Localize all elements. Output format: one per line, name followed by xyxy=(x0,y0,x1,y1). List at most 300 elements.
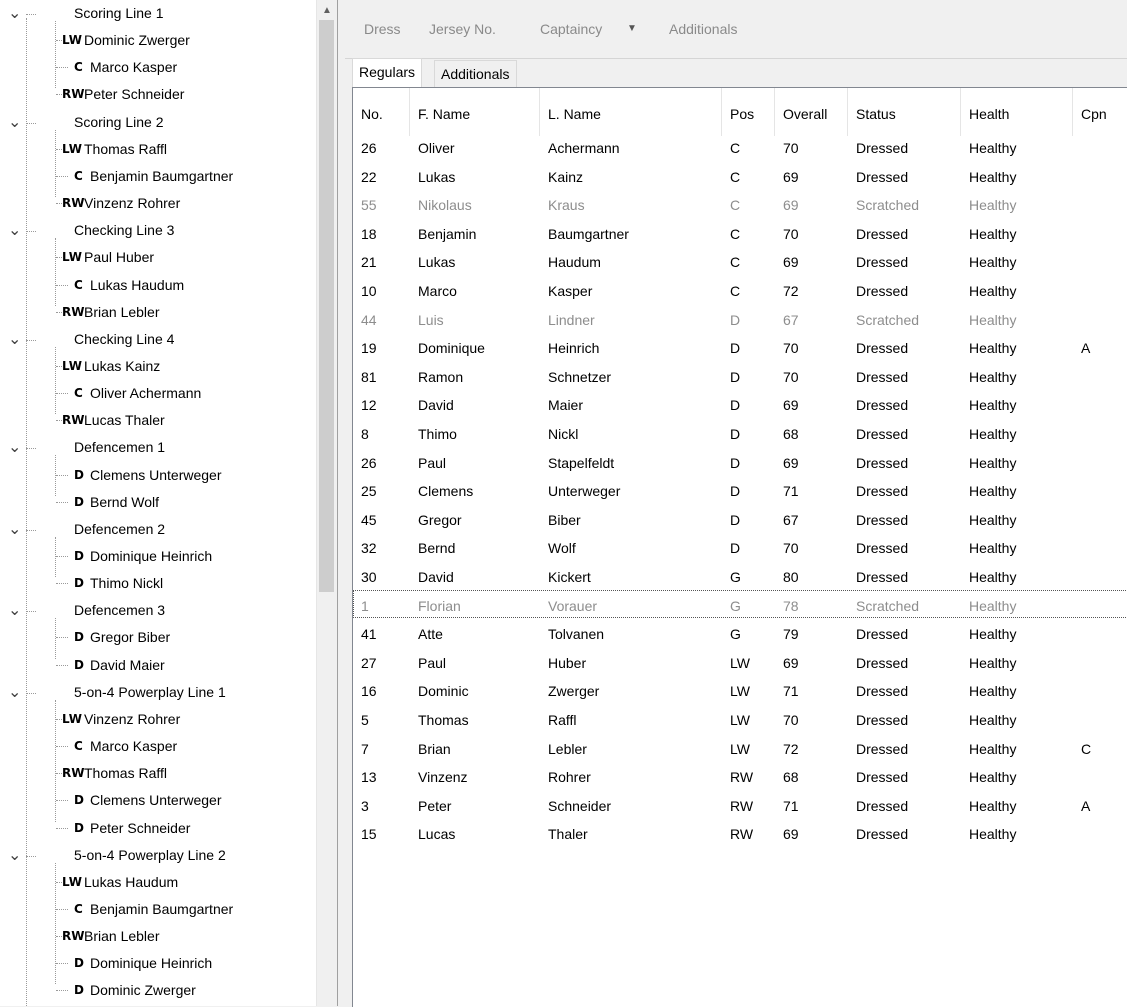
tree-connector xyxy=(26,530,36,531)
tree-group-label: Defencemen 2 xyxy=(74,520,166,537)
table-cell: 68 xyxy=(783,426,799,442)
tree-group-label: Scoring Line 1 xyxy=(74,5,164,21)
table-cell: D xyxy=(730,511,741,528)
grid-header xyxy=(353,88,1127,136)
table-cell: Dressed xyxy=(856,511,909,528)
tree-group-label: Defencemen 1 xyxy=(74,439,166,456)
table-cell: C xyxy=(730,283,741,299)
table-row[interactable] xyxy=(353,246,1127,274)
table-cell: LW xyxy=(730,683,750,700)
table-cell: 32 xyxy=(361,540,377,557)
table-row[interactable] xyxy=(353,161,1127,189)
table-cell: Ramon xyxy=(418,368,464,385)
tree-connector xyxy=(56,67,68,68)
tree-player-name: Vinzenz Rohrer xyxy=(84,710,181,727)
table-cell: Healthy xyxy=(969,483,1017,500)
table-row[interactable] xyxy=(353,389,1127,417)
position-tag: D xyxy=(74,576,84,591)
table-cell: 70 xyxy=(783,540,799,557)
table-row[interactable] xyxy=(353,132,1127,160)
table-cell: Dressed xyxy=(856,340,909,357)
tree-player-name: Dominique Heinrich xyxy=(90,548,213,564)
table-cell: RW xyxy=(730,797,754,814)
table-cell: Healthy xyxy=(969,254,1017,271)
tree-connector xyxy=(55,238,56,305)
table-cell: Dominique xyxy=(418,340,485,357)
tree-player-name: Marco Kasper xyxy=(90,738,178,755)
chevron-down-icon[interactable]: ⌄ xyxy=(8,683,22,701)
scroll-up-arrow-icon[interactable]: ▲ xyxy=(322,5,332,16)
table-cell xyxy=(1073,189,1127,217)
table-cell: Healthy xyxy=(969,225,1017,242)
table-cell xyxy=(1073,618,1127,646)
column-header[interactable]: Pos xyxy=(722,88,775,136)
table-cell: Tolvanen xyxy=(548,626,605,643)
table-cell: 71 xyxy=(783,483,799,500)
table-cell xyxy=(1073,161,1127,189)
tree-player-name: Oliver Achermann xyxy=(90,385,202,402)
tree-player-name: Brian Lebler xyxy=(84,303,160,320)
table-cell: Healthy xyxy=(969,454,1017,471)
table-cell: D xyxy=(730,311,741,328)
table-cell: Clemens xyxy=(418,483,474,500)
table-cell: 26 xyxy=(361,140,377,156)
tab-strip xyxy=(345,58,1127,86)
table-row[interactable] xyxy=(353,504,1127,532)
table-cell: C xyxy=(730,168,741,185)
table-cell: 79 xyxy=(783,626,799,643)
table-cell: 70 xyxy=(783,225,799,242)
tree-player-name: Gregor Biber xyxy=(90,629,171,646)
tree-connector xyxy=(56,502,68,503)
tree-player-name: Clemens Unterweger xyxy=(90,792,222,809)
table-cell: Dressed xyxy=(856,540,909,557)
table-cell: 19 xyxy=(361,340,377,357)
tree-connector xyxy=(56,990,68,991)
table-cell: 25 xyxy=(361,483,377,500)
position-tag: RW xyxy=(62,87,85,102)
table-row[interactable] xyxy=(353,475,1127,503)
tree-connector xyxy=(56,746,68,747)
tree-connector xyxy=(26,448,36,449)
table-cell: Huber xyxy=(548,654,587,671)
table-cell: Marco xyxy=(418,283,457,299)
tree-group-label: Checking Line 4 xyxy=(74,330,175,347)
tree-connector xyxy=(26,123,36,124)
table-cell: 81 xyxy=(361,368,377,385)
table-cell: 71 xyxy=(783,683,799,700)
table-cell: A xyxy=(1081,797,1091,814)
table-cell: Atte xyxy=(418,626,443,643)
table-cell: Healthy xyxy=(969,826,1017,843)
table-cell: Dressed xyxy=(856,168,909,185)
tree-connector xyxy=(56,556,68,557)
table-cell: Dressed xyxy=(856,626,909,643)
table-cell: Lukas xyxy=(418,168,456,185)
chevron-down-icon[interactable]: ⌄ xyxy=(8,113,22,131)
tree-player-name: Thomas Raffl xyxy=(84,765,167,782)
column-header[interactable]: Health xyxy=(961,88,1073,136)
tree-group-label: Scoring Line 2 xyxy=(74,113,164,130)
table-cell: 41 xyxy=(361,626,377,643)
position-tag: C xyxy=(74,386,83,401)
column-header[interactable]: L. Name xyxy=(540,88,722,136)
table-cell: Achermann xyxy=(548,140,620,156)
position-tag: D xyxy=(74,657,84,672)
table-cell: D xyxy=(730,540,741,557)
table-cell xyxy=(1073,275,1127,303)
table-cell: Zwerger xyxy=(548,683,600,700)
tab-additionals[interactable]: Additionals xyxy=(434,60,517,87)
tree-group-label: Defencemen 3 xyxy=(74,602,166,619)
column-header[interactable]: F. Name xyxy=(410,88,540,136)
table-row[interactable] xyxy=(353,704,1127,732)
table-cell: Dressed xyxy=(856,140,909,156)
table-cell: Paul xyxy=(418,454,447,471)
chevron-down-icon[interactable]: ⌄ xyxy=(8,330,22,348)
table-cell: 69 xyxy=(783,197,799,214)
table-cell xyxy=(1073,475,1127,503)
tree-group-label: 5-on-4 Powerplay Line 1 xyxy=(74,683,226,700)
dress-button[interactable]: Dress xyxy=(364,21,401,37)
table-cell: 8 xyxy=(361,426,369,442)
tree-connector xyxy=(26,14,36,15)
table-cell: 78 xyxy=(783,597,799,614)
column-header[interactable]: Overall xyxy=(775,88,848,136)
tree-connector xyxy=(26,611,36,612)
table-cell: Dressed xyxy=(856,569,909,585)
table-cell: 16 xyxy=(361,683,377,700)
roster-grid[interactable] xyxy=(352,87,1127,1007)
table-cell: Healthy xyxy=(969,654,1017,671)
table-row[interactable] xyxy=(353,790,1127,818)
table-cell: Scratched xyxy=(856,311,920,328)
additionals-button[interactable]: Additionals xyxy=(669,21,738,37)
table-cell: Dressed xyxy=(856,797,909,814)
table-cell: Nikolaus xyxy=(418,197,472,214)
tree-connector xyxy=(56,475,68,476)
table-cell: Healthy xyxy=(969,340,1017,357)
position-tag: C xyxy=(74,60,83,75)
table-cell: C xyxy=(730,254,741,271)
table-cell: 70 xyxy=(783,368,799,385)
tree-player-name: Benjamin Baumgartner xyxy=(90,167,234,184)
chevron-down-icon[interactable]: ⌄ xyxy=(8,439,22,457)
table-row[interactable] xyxy=(353,532,1127,560)
table-cell: 27 xyxy=(361,654,377,671)
tree-connector xyxy=(26,18,27,1006)
table-cell: Dressed xyxy=(856,683,909,700)
table-cell: Healthy xyxy=(969,168,1017,185)
tree-scrollbar[interactable] xyxy=(316,0,337,1006)
table-cell: 70 xyxy=(783,712,799,728)
table-cell: Healthy xyxy=(969,283,1017,299)
table-cell: 69 xyxy=(783,454,799,471)
table-cell: Dressed xyxy=(856,454,909,471)
tree-player-name: Lukas Haudum xyxy=(84,873,179,890)
position-tag: RW xyxy=(62,929,85,944)
table-cell xyxy=(1073,447,1127,475)
table-cell: Schneider xyxy=(548,797,612,814)
tree-connector xyxy=(26,340,36,341)
table-cell: 69 xyxy=(783,654,799,671)
table-cell: Luis xyxy=(418,311,444,328)
table-cell: 69 xyxy=(783,397,799,414)
position-tag: C xyxy=(74,901,83,916)
table-cell: Maier xyxy=(548,397,584,414)
table-cell: 55 xyxy=(361,197,377,214)
tree-player-name: David Maier xyxy=(90,656,165,673)
table-cell: Healthy xyxy=(969,769,1017,786)
position-tag: LW xyxy=(62,358,82,373)
table-cell: Raffl xyxy=(548,712,577,728)
tree-player-name: Marco Kasper xyxy=(90,59,178,76)
table-cell xyxy=(1073,132,1127,160)
table-cell: D xyxy=(730,426,741,442)
table-cell: 3 xyxy=(361,797,369,814)
table-cell: D xyxy=(730,483,741,500)
position-tag: D xyxy=(74,549,84,563)
tree-player-name: Thomas Raffl xyxy=(84,140,167,157)
tree-player-name: Lukas Kainz xyxy=(84,357,161,374)
table-cell: David xyxy=(418,397,454,414)
column-header[interactable]: Status xyxy=(848,88,961,136)
table-cell: Dressed xyxy=(856,740,909,757)
table-row[interactable] xyxy=(353,275,1127,303)
tree-connector xyxy=(56,665,68,666)
table-cell: Vinzenz xyxy=(418,769,468,786)
tab-regulars[interactable]: Regulars xyxy=(352,58,422,87)
table-cell: Kraus xyxy=(548,197,585,214)
table-cell: C xyxy=(730,197,741,214)
table-cell: Healthy xyxy=(969,140,1017,156)
captaincy-button[interactable]: Captaincy xyxy=(540,21,603,37)
table-cell: Healthy xyxy=(969,740,1017,757)
table-cell: 69 xyxy=(783,826,799,843)
table-cell: 13 xyxy=(361,769,377,786)
table-cell: 21 xyxy=(361,254,377,271)
chevron-down-icon[interactable]: ⌄ xyxy=(8,222,22,240)
table-cell: Dressed xyxy=(856,368,909,385)
position-tag: LW xyxy=(62,874,82,889)
table-cell: Lebler xyxy=(548,740,587,757)
scrollbar-thumb[interactable] xyxy=(319,20,334,592)
table-cell: G xyxy=(730,626,741,643)
position-tag: LW xyxy=(62,141,82,156)
table-cell xyxy=(1073,418,1127,446)
table-cell: 10 xyxy=(361,283,377,299)
table-cell: Healthy xyxy=(969,368,1017,385)
table-cell: 70 xyxy=(783,140,799,156)
table-row[interactable] xyxy=(353,675,1127,703)
table-cell: 22 xyxy=(361,168,377,185)
table-cell: C xyxy=(730,225,741,242)
table-cell: C xyxy=(1081,740,1092,757)
tree-connector xyxy=(56,285,68,286)
position-tag: D xyxy=(74,494,84,509)
table-row[interactable] xyxy=(353,818,1127,846)
tree-player-name: Dominic Zwerger xyxy=(90,982,196,999)
table-cell: Dressed xyxy=(856,769,909,786)
table-row[interactable] xyxy=(353,218,1127,246)
table-cell: Peter xyxy=(418,797,452,814)
chevron-down-icon[interactable]: ⌄ xyxy=(8,5,22,22)
table-row[interactable] xyxy=(353,590,1127,618)
table-cell: Healthy xyxy=(969,683,1017,700)
table-row[interactable] xyxy=(353,418,1127,446)
table-cell: Baumgartner xyxy=(548,225,629,242)
table-cell: Kickert xyxy=(548,569,591,585)
position-tag: RW xyxy=(62,413,85,428)
table-cell: 1 xyxy=(361,597,369,614)
table-cell: Dressed xyxy=(856,254,909,271)
table-cell: Gregor xyxy=(418,511,462,528)
table-cell xyxy=(1073,704,1127,732)
table-row[interactable] xyxy=(353,361,1127,389)
table-cell: Healthy xyxy=(969,626,1017,643)
tree-connector xyxy=(56,583,68,584)
table-cell: Lindner xyxy=(548,311,595,328)
table-cell: Lucas xyxy=(418,826,456,843)
position-tag: C xyxy=(74,277,83,292)
tree-player-name: Brian Lebler xyxy=(84,928,160,945)
table-cell: Healthy xyxy=(969,569,1017,585)
table-cell: Dressed xyxy=(856,483,909,500)
table-cell: Thomas xyxy=(418,712,469,728)
tree-connector xyxy=(26,856,36,857)
tree-connector xyxy=(56,828,68,829)
table-row[interactable] xyxy=(353,332,1127,360)
table-cell: Schnetzer xyxy=(548,368,612,385)
table-cell: 26 xyxy=(361,454,377,471)
table-cell: 70 xyxy=(783,340,799,357)
position-tag: RW xyxy=(62,304,85,319)
position-tag: D xyxy=(74,956,84,971)
chevron-down-icon[interactable]: ⌄ xyxy=(8,602,22,620)
table-row[interactable] xyxy=(353,647,1127,675)
tree-player-name: Clemens Unterweger xyxy=(90,466,222,483)
tree-player-name: Bernd Wolf xyxy=(90,493,159,510)
position-tag: D xyxy=(74,820,84,835)
table-cell: Nickl xyxy=(548,426,579,442)
tree-connector xyxy=(26,693,36,694)
tree-connector xyxy=(56,637,68,638)
position-tag: D xyxy=(74,793,84,808)
table-row[interactable] xyxy=(353,733,1127,761)
table-cell: Dressed xyxy=(856,826,909,843)
table-cell: 72 xyxy=(783,740,799,757)
table-cell: 5 xyxy=(361,712,369,728)
table-cell xyxy=(1073,361,1127,389)
tree-player-name: Peter Schneider xyxy=(90,819,191,836)
table-cell: 80 xyxy=(783,569,799,585)
dropdown-arrow-icon[interactable]: ▼ xyxy=(627,23,637,34)
table-cell: D xyxy=(730,368,741,385)
table-cell: 18 xyxy=(361,225,377,242)
table-cell xyxy=(1073,561,1127,589)
table-cell: LW xyxy=(730,654,750,671)
table-cell: Scratched xyxy=(856,597,920,614)
chevron-down-icon[interactable]: ⌄ xyxy=(8,520,22,538)
table-cell: RW xyxy=(730,769,754,786)
table-cell: 12 xyxy=(361,397,377,414)
tree-connector xyxy=(56,393,68,394)
tree-player-name: Peter Schneider xyxy=(84,86,185,103)
column-header[interactable]: No. xyxy=(353,88,410,136)
table-cell: 45 xyxy=(361,511,377,528)
table-cell: Heinrich xyxy=(548,340,600,357)
table-cell: Stapelfeldt xyxy=(548,454,615,471)
tree-player-name: Dominic Zwerger xyxy=(84,32,190,49)
table-cell: Biber xyxy=(548,511,581,528)
position-tag: C xyxy=(74,739,83,754)
tree-connector xyxy=(26,231,36,232)
table-cell: Lukas xyxy=(418,254,456,271)
table-cell: Paul xyxy=(418,654,447,671)
table-cell xyxy=(1073,304,1127,332)
table-cell: Rohrer xyxy=(548,769,591,786)
table-row[interactable] xyxy=(353,189,1127,217)
table-cell: Thimo xyxy=(418,426,457,442)
tree-connector xyxy=(55,347,56,414)
tree-player-name: Benjamin Baumgartner xyxy=(90,900,234,917)
table-cell: Oliver xyxy=(418,140,455,156)
tree-player-name: Lucas Thaler xyxy=(84,412,165,429)
table-cell: Healthy xyxy=(969,397,1017,414)
table-cell: G xyxy=(730,569,741,585)
table-row[interactable] xyxy=(353,447,1127,475)
table-cell xyxy=(1073,532,1127,560)
tree-player-name: Vinzenz Rohrer xyxy=(84,195,181,212)
table-cell xyxy=(1073,675,1127,703)
table-cell: Haudum xyxy=(548,254,601,271)
table-cell xyxy=(1073,761,1127,789)
position-tag: LW xyxy=(62,250,82,265)
table-cell: Thaler xyxy=(548,826,588,843)
position-tag: D xyxy=(74,467,84,482)
table-cell: LW xyxy=(730,712,750,728)
table-cell: RW xyxy=(730,826,754,843)
table-cell: D xyxy=(730,340,741,357)
table-row[interactable] xyxy=(353,618,1127,646)
table-cell: Kasper xyxy=(548,283,593,299)
table-cell: Healthy xyxy=(969,540,1017,557)
position-tag: D xyxy=(74,983,84,998)
table-row[interactable] xyxy=(353,304,1127,332)
table-cell: 67 xyxy=(783,511,799,528)
tree-player-name: Paul Huber xyxy=(84,249,155,266)
table-row[interactable] xyxy=(353,561,1127,589)
tree-connector xyxy=(55,21,56,88)
table-cell: 15 xyxy=(361,826,377,843)
table-cell: A xyxy=(1081,340,1091,357)
table-cell: 67 xyxy=(783,311,799,328)
table-cell: Dressed xyxy=(856,712,909,728)
table-row[interactable] xyxy=(353,761,1127,789)
table-cell xyxy=(1073,818,1127,846)
table-cell: Healthy xyxy=(969,426,1017,442)
table-cell: Bernd xyxy=(418,540,456,557)
table-cell: D xyxy=(730,454,741,471)
position-tag: LW xyxy=(62,711,82,726)
lineup-tree[interactable] xyxy=(0,0,338,1006)
table-cell: Kainz xyxy=(548,168,584,185)
table-cell xyxy=(1073,218,1127,246)
column-header[interactable]: Cpn xyxy=(1073,88,1127,136)
chevron-down-icon[interactable]: ⌄ xyxy=(8,846,22,864)
table-cell: Brian xyxy=(418,740,451,757)
jersey-number-button[interactable]: Jersey No. xyxy=(429,21,496,37)
